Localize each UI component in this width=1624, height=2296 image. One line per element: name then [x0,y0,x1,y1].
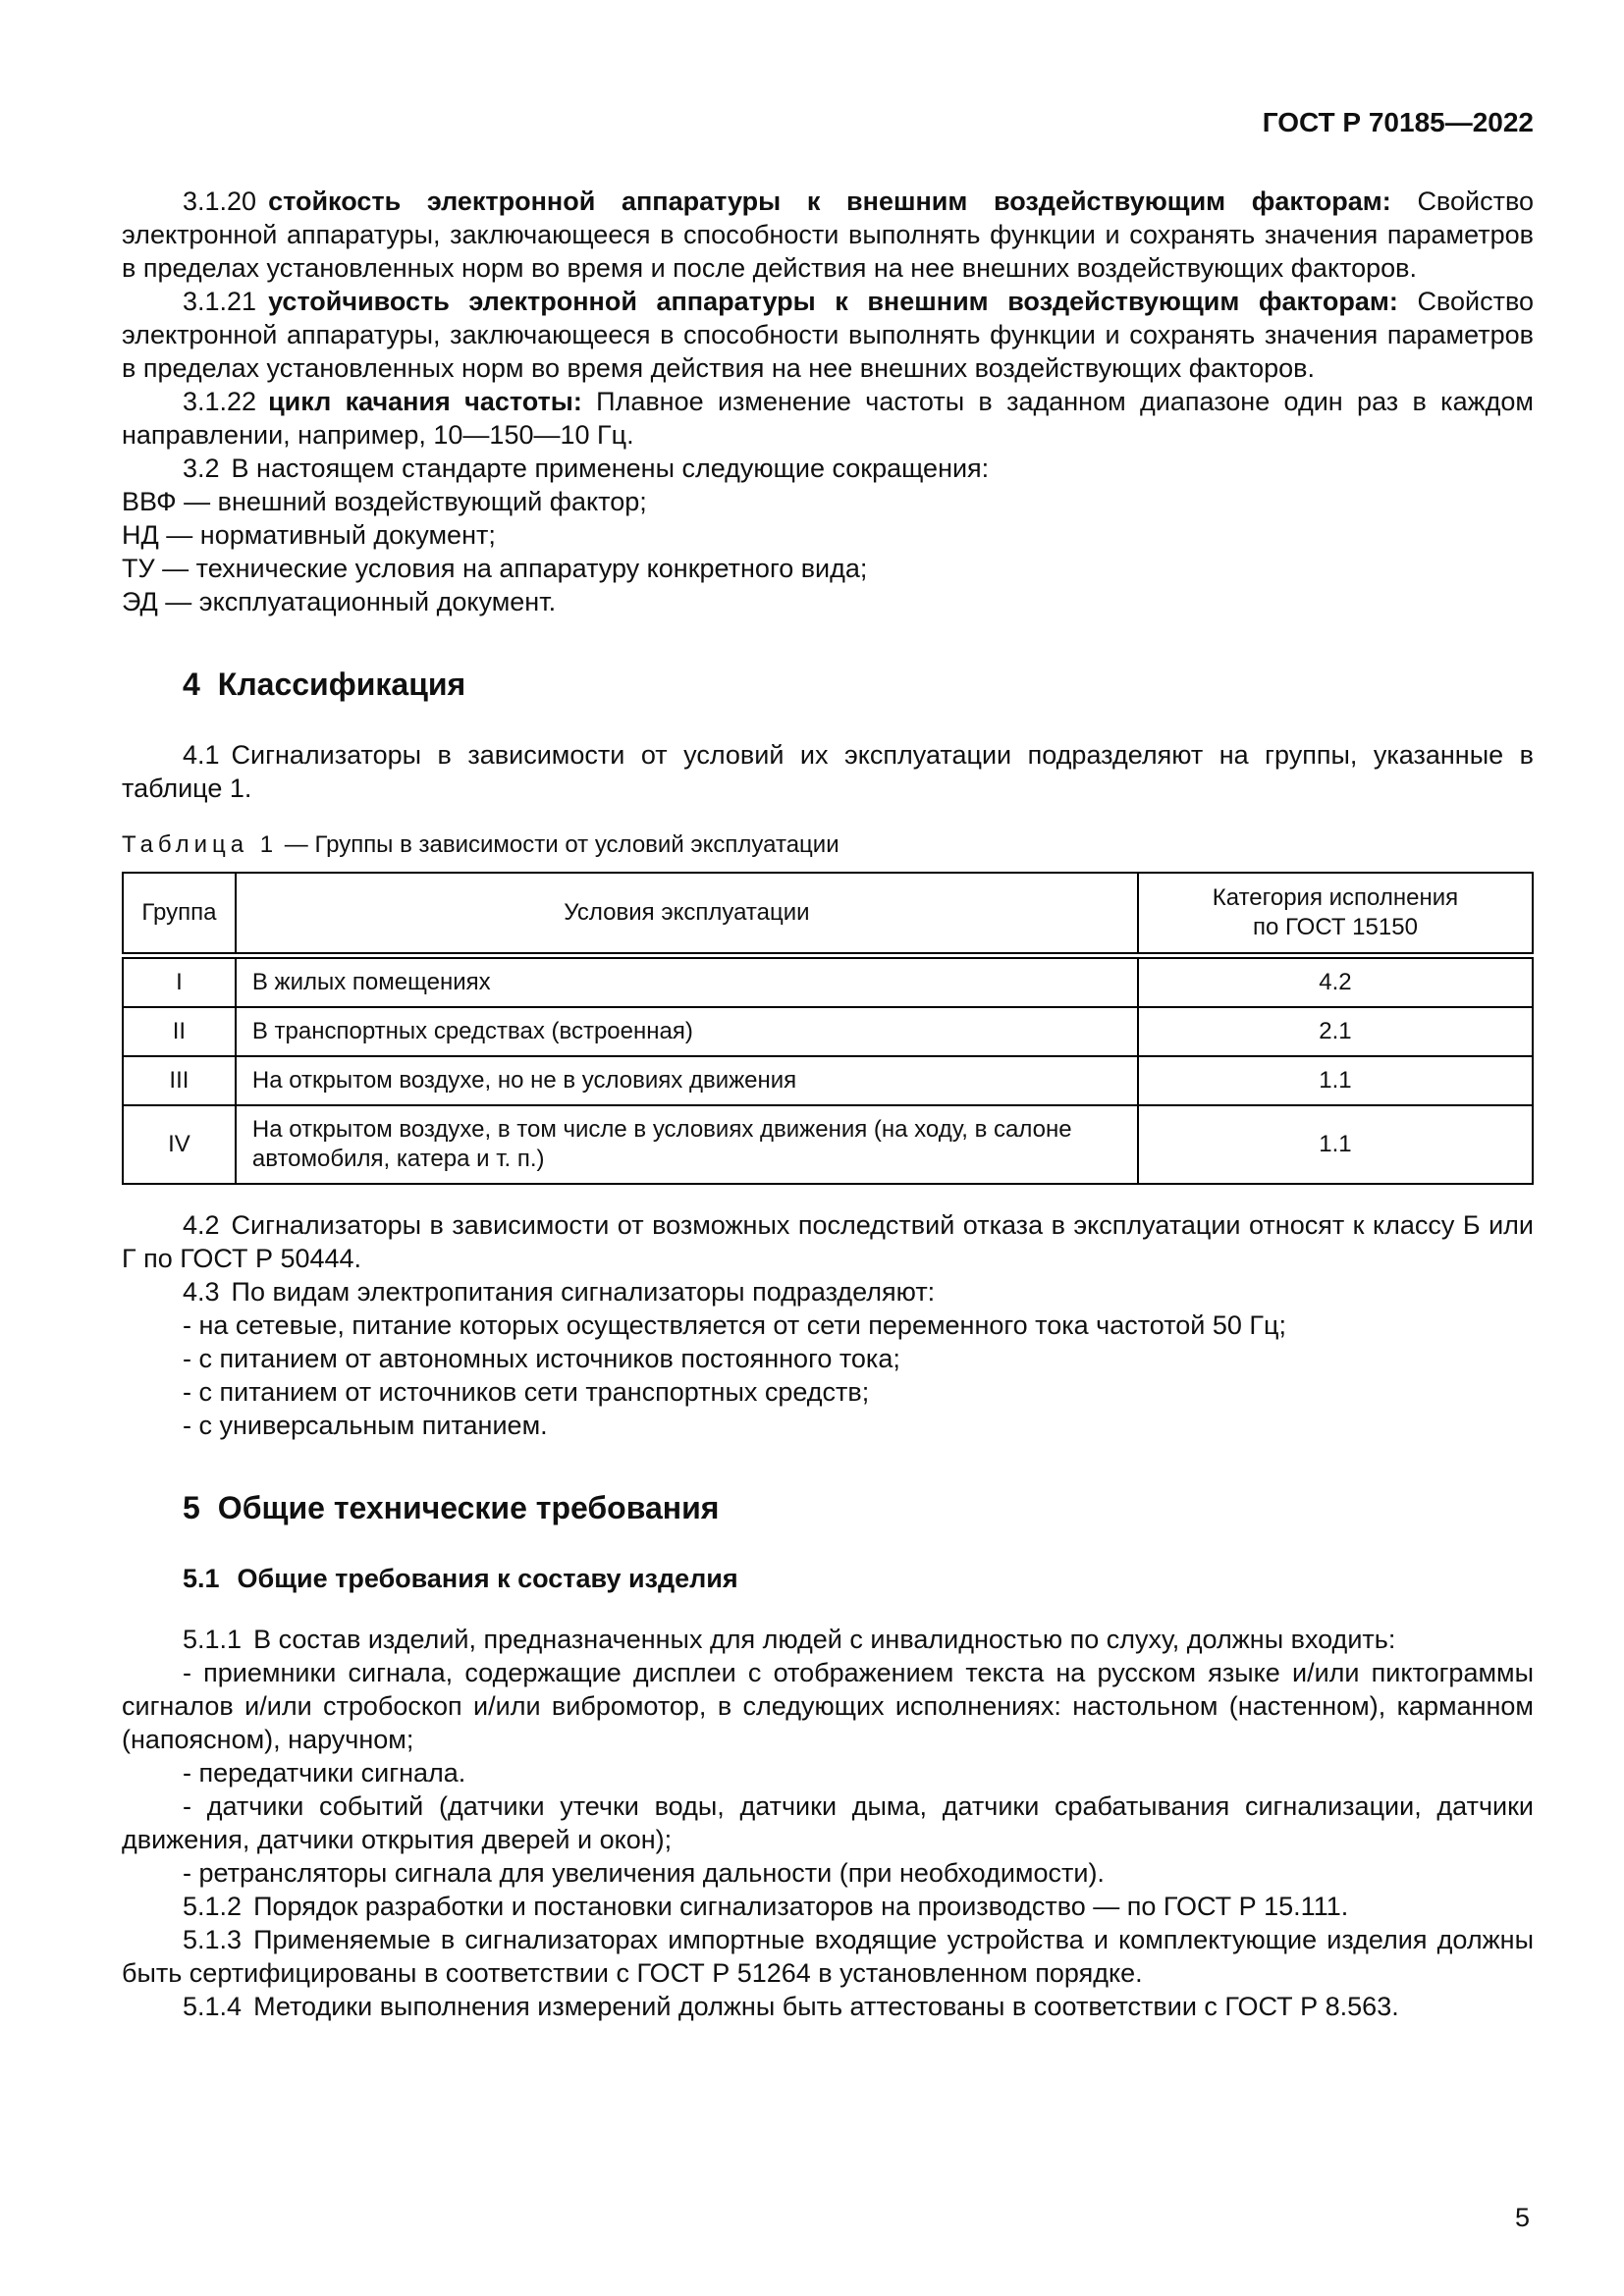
list-item: - ретрансляторы сигнала для увеличения дальности (при необходимости). [183,1858,1105,1888]
column-header-category-line1: Категория исполнения [1212,884,1459,911]
cell-category: 4.2 [1138,956,1533,1008]
section-number: 5 [183,1490,200,1525]
term-definition: Плавное изменение частоты в заданном диапазоне один раз в каждом направлении, например, 10—150—10 Гц. [122,387,1534,450]
clause-text: Сигнализаторы в зависимости от возможных последствий отказа в эксплуатации относят к классу Б или Г по ГОСТ Р 50444. [122,1210,1534,1273]
paragraph-4-2 [122,1208,1534,1275]
table-header-row [123,873,1533,956]
table-row [123,1105,1533,1184]
clause-number: 3.1.22 [183,387,257,416]
paragraph-5-1-1 [122,1623,1534,1656]
clause-number: 3.1.21 [183,287,257,316]
clause-text: По видам электропитания сигнализаторы подразделяют: [231,1277,936,1307]
paragraph-5-1-3 [122,1923,1534,1990]
abbreviation-line: НД — нормативный документ; [122,520,496,550]
cell-group: II [123,1007,236,1056]
cell-conditions: В жилых помещениях [236,956,1138,1008]
clause-text: Порядок разработки и постановки сигнализаторов на производство — по ГОСТ Р 15.111. [253,1892,1349,1921]
paragraph-4-3 [122,1275,1534,1308]
term-title: цикл качания частоты: [268,387,582,416]
paragraph-5-1-2 [122,1890,1534,1923]
list-item: - приемники сигнала, содержащие дисплеи с отображением текста на русском языке и/или пиктограммы сигналов и/или стробоскоп и/или вибромотор, в следующих исполнениях: настольном (настенном), карманном (напоясном), наручном; [122,1658,1534,1754]
cell-category: 1.1 [1138,1056,1533,1105]
section-4-heading [122,666,1534,703]
list-item: - на сетевые, питание которых осуществляется от сети переменного тока частотой 50 Гц; [183,1310,1287,1340]
clause-number: 4.1 [183,740,220,770]
table-caption-label: Таблица 1 [122,831,279,858]
clause-number: 5.1.3 [183,1925,243,1954]
section-5-1-heading [122,1562,1534,1595]
table-caption-title: — Группы в зависимости от условий эксплуатации [284,831,839,858]
paragraph-4-1 [122,738,1534,805]
doc-number: ГОСТ Р 70185—2022 [1262,107,1534,137]
paragraph-3-2 [122,452,1534,485]
cell-group: I [123,956,236,1008]
term-definition: Свойство электронной аппаратуры, заключающееся в способности выполнять функции и сохранять значения параметров в пределах установленных норм во время и после действия на нее внешних воздействующих факторов. [122,187,1534,283]
column-header-category-line2: по ГОСТ 15150 [1252,914,1418,940]
table-row [123,1056,1533,1105]
abbreviation-line: ВВФ — внешний воздействующий фактор; [122,487,647,516]
clause-text: В состав изделий, предназначенных для людей с инвалидностью по слуху, должны входить: [253,1625,1396,1654]
clause-number: 5.1.4 [183,1992,243,2021]
list-item: - датчики событий (датчики утечки воды, датчики дыма, датчики срабатывания сигнализации, датчики движения, датчики открытия дверей и окон); [122,1791,1534,1854]
list-item: - передатчики сигнала. [183,1758,466,1788]
cell-group: III [123,1056,236,1105]
cell-category: 1.1 [1138,1105,1533,1184]
column-header-category [1138,873,1533,956]
clause-text: В настоящем стандарте применены следующие сокращения: [231,454,990,483]
list-item: - с питанием от источников сети транспортных средств; [183,1377,870,1407]
cell-category: 2.1 [1138,1007,1533,1056]
clause-number: 4.2 [183,1210,220,1240]
section-title: Общие технические требования [217,1490,720,1525]
table-row [123,1007,1533,1056]
term-definition: Свойство электронной аппаратуры, заключающееся в способности выполнять функции и сохранять значения параметров в пределах установленных норм во время действия на нее внешних воздействующих факторов. [122,287,1534,383]
clause-number: 3.2 [183,454,220,483]
page-number: 5 [1514,2203,1530,2232]
paragraph-3-1-20 [122,185,1534,285]
clause-number: 4.3 [183,1277,220,1307]
paragraph-5-1-4 [122,1990,1534,2023]
clause-number: 5.1.1 [183,1625,243,1654]
section-5-heading [122,1489,1534,1526]
section-number: 5.1 [183,1564,220,1593]
cell-group: IV [123,1105,236,1184]
clause-text: Применяемые в сигнализаторах импортные входящие устройства и комплектующие изделия должны быть сертифицированы в соответствии с ГОСТ Р 51264 в установленном порядке. [122,1925,1534,1988]
abbreviation-line: ТУ — технические условия на аппаратуру конкретного вида; [122,554,868,583]
clause-text: Методики выполнения измерений должны быть аттестованы в соответствии с ГОСТ Р 8.563. [253,1992,1399,2021]
term-title: стойкость электронной аппаратуры к внешним воздействующим факторам: [268,187,1391,216]
paragraph-3-1-22 [122,385,1534,452]
list-item: - с универсальным питанием. [183,1411,548,1440]
table-caption [122,830,1534,860]
section-title: Классификация [217,667,466,702]
column-header-conditions: Условия эксплуатации [236,873,1138,956]
abbreviation-line: ЭД — эксплуатационный документ. [122,587,557,616]
cell-conditions: В транспортных средствах (встроенная) [236,1007,1138,1056]
section-title: Общие требования к составу изделия [237,1564,738,1593]
clause-number: 3.1.20 [183,187,257,216]
table-row [123,956,1533,1008]
table-1 [122,872,1534,1185]
column-header-group: Группа [123,873,236,956]
section-number: 4 [183,667,200,702]
paragraph-3-1-21 [122,285,1534,385]
term-title: устойчивость электронной аппаратуры к внешним воздействующим факторам: [268,287,1398,316]
list-item: - с питанием от автономных источников постоянного тока; [183,1344,900,1373]
clause-number: 5.1.2 [183,1892,243,1921]
clause-text: Сигнализаторы в зависимости от условий их эксплуатации подразделяют на группы, указанные в таблице 1. [122,740,1534,803]
cell-conditions: На открытом воздухе, но не в условиях движения [236,1056,1138,1105]
cell-conditions: На открытом воздухе, в том числе в условиях движения (на ходу, в салоне автомобиля, катера и т. п.) [236,1105,1138,1184]
